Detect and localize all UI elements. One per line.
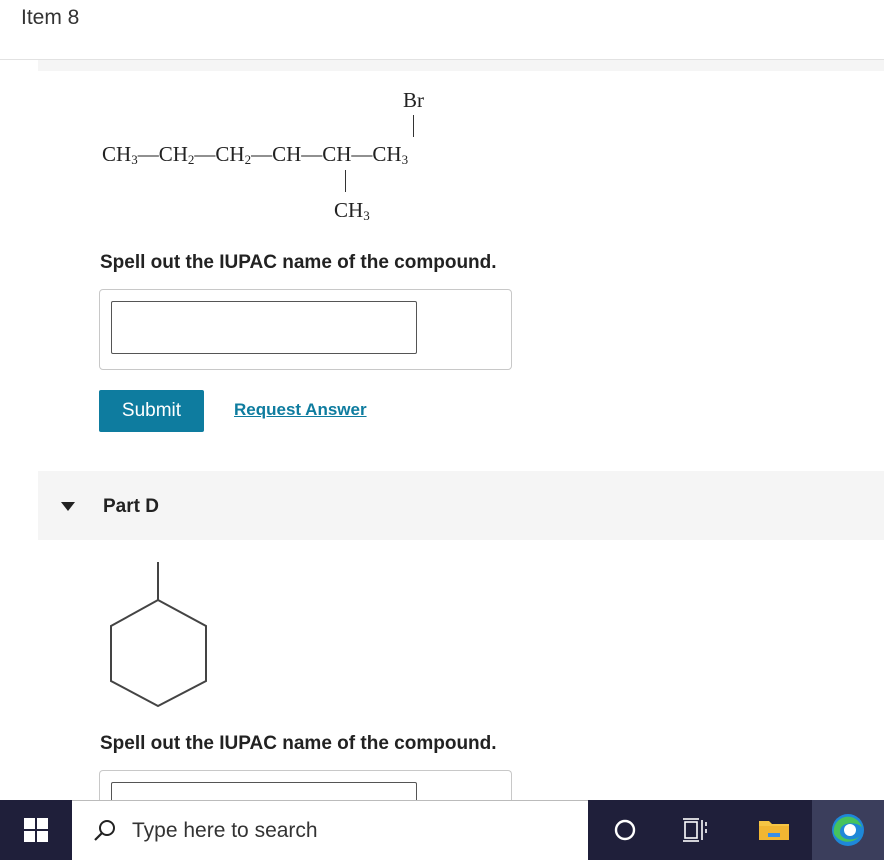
bond-br xyxy=(413,115,414,137)
search-placeholder: Type here to search xyxy=(132,819,318,842)
part-d-question: Spell out the IUPAC name of the compound. xyxy=(100,733,497,754)
windows-taskbar xyxy=(0,800,884,860)
cortana-button[interactable] xyxy=(595,800,655,860)
edge-button[interactable] xyxy=(812,800,884,860)
search-icon xyxy=(92,818,118,844)
part-c-question: Spell out the IUPAC name of the compound. xyxy=(100,252,497,273)
cyclohexane-structure xyxy=(100,555,220,715)
main-chain: $CH_3—CH_2—CH_2—CH—CH—CH_3$ xyxy=(102,142,409,167)
item-title: Item 8 xyxy=(21,6,80,29)
windows-start-icon xyxy=(24,818,48,842)
part-c-answer-container xyxy=(99,289,512,370)
methyl-substituent: $CH_3$ xyxy=(334,198,370,223)
hexagon-ring xyxy=(111,600,206,706)
task-view-icon xyxy=(666,800,726,860)
cortana-icon xyxy=(595,800,655,860)
task-view-button[interactable] xyxy=(666,800,726,860)
part-c-molecule xyxy=(98,84,538,234)
request-answer-link[interactable]: Request Answer xyxy=(234,400,367,419)
part-d-header[interactable] xyxy=(38,471,884,540)
collapse-triangle-icon[interactable] xyxy=(61,502,75,511)
submit-button[interactable]: Submit xyxy=(99,390,204,432)
edge-icon xyxy=(812,800,884,860)
file-explorer-icon xyxy=(744,800,804,860)
part-c-answer-input[interactable] xyxy=(111,301,417,354)
taskbar-search-box[interactable] xyxy=(72,800,588,860)
bond-ch3 xyxy=(345,170,346,192)
part-d-label: Part D xyxy=(103,496,159,517)
part-c-band xyxy=(38,60,884,71)
start-button[interactable] xyxy=(0,800,72,860)
bromo-substituent: Br xyxy=(403,88,424,112)
file-explorer-button[interactable] xyxy=(744,800,804,860)
